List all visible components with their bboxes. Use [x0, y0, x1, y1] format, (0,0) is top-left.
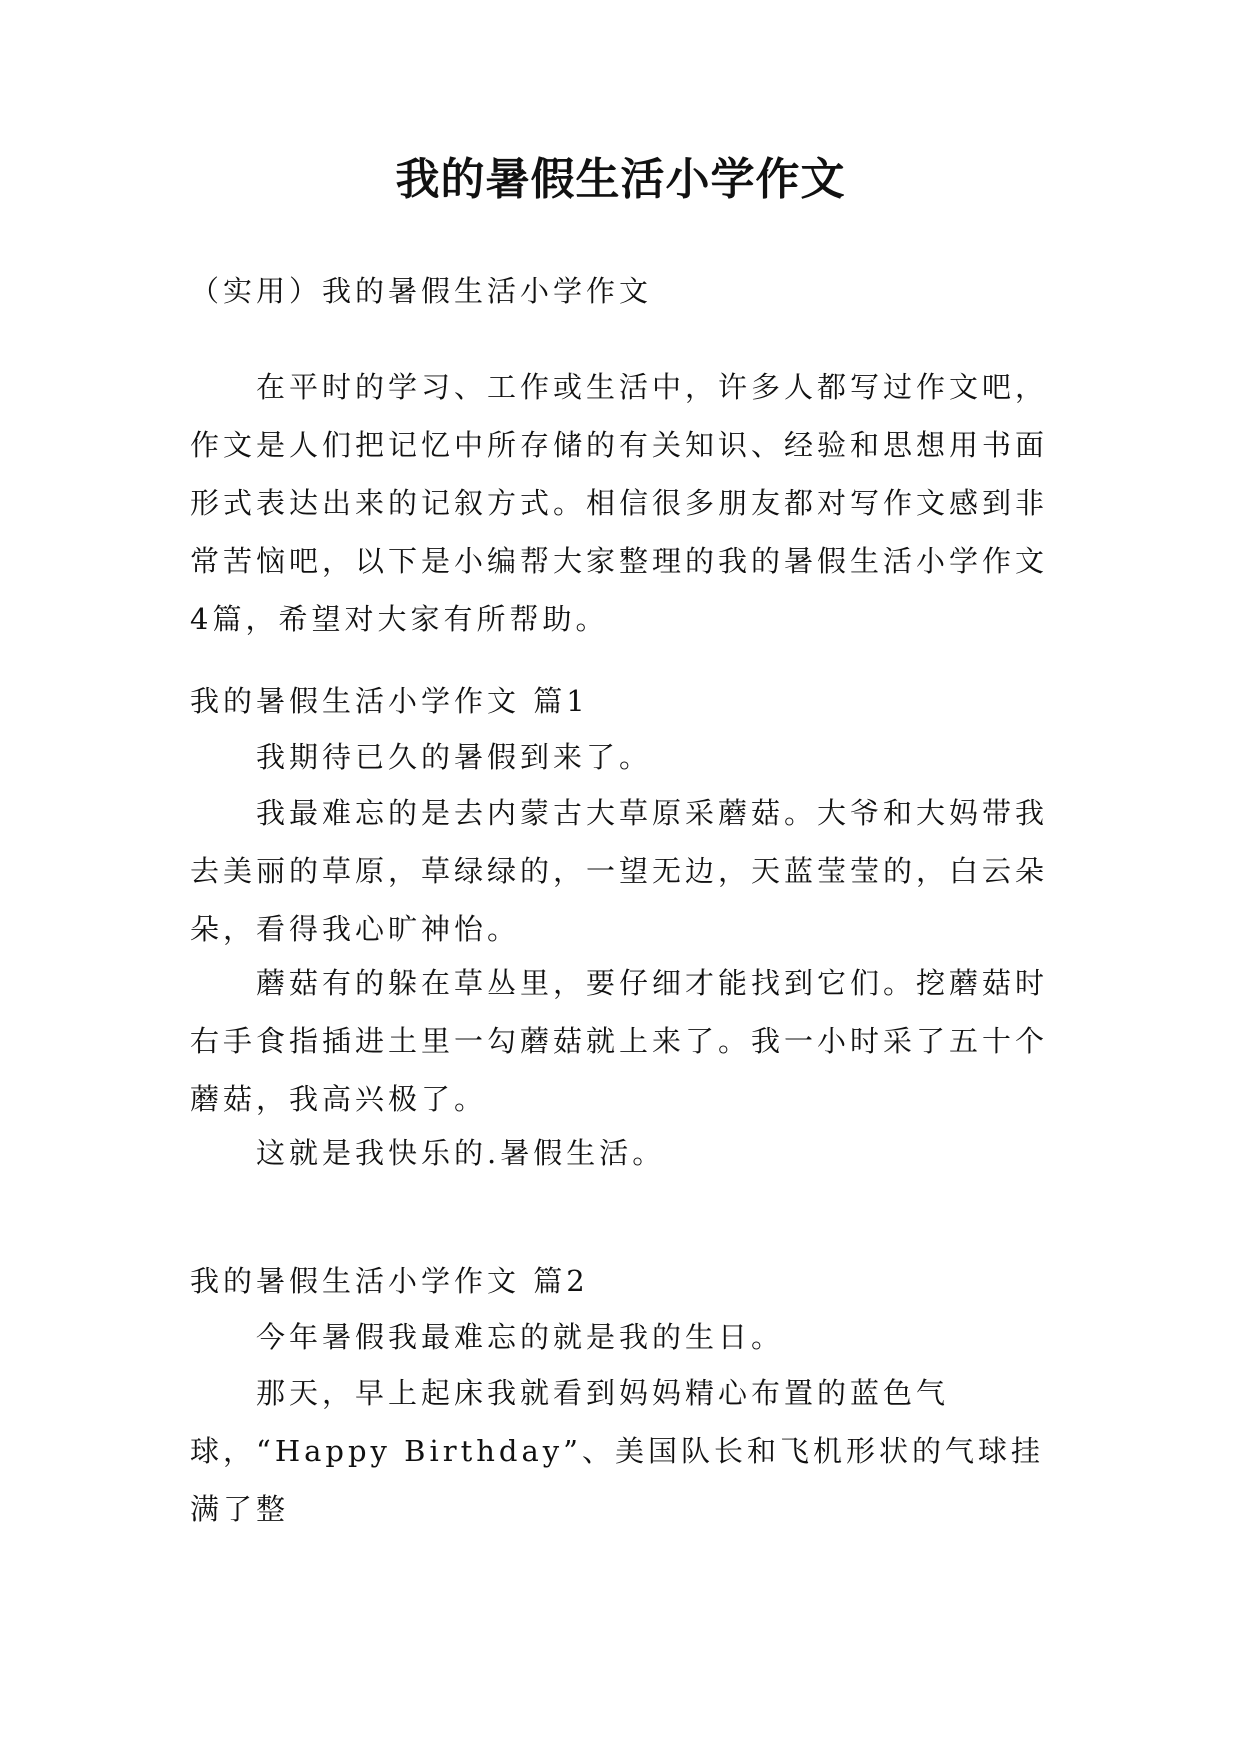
document-subtitle: （实用）我的暑假生活小学作文 — [190, 274, 653, 308]
section-heading-2: 我的暑假生活小学作文 篇2 — [190, 1264, 589, 1298]
section-heading-1: 我的暑假生活小学作文 篇1 — [190, 684, 589, 718]
section-1-paragraph-2: 我最难忘的是去内蒙古大草原采蘑菇。大爷和大妈带我去美丽的草原，草绿绿的，一望无边，天蓝莹莹的，白云朵朵，看得我心旷神怡。 — [190, 796, 1049, 946]
section-1-paragraph-1: 我期待已久的暑假到来了。 — [256, 740, 653, 774]
intro-paragraph: 在平时的学习、工作或生活中，许多人都写过作文吧，作文是人们把记忆中所存储的有关知识、经验和思想用书面形式表达出来的记叙方式。相信很多朋友都对写作文感到非常苦恼吧，以下是小编帮大家整理的我的暑假生活小学作文4篇，希望对大家有所帮助。 — [190, 370, 1049, 636]
section-2-paragraph-1: 今年暑假我最难忘的就是我的生日。 — [256, 1320, 785, 1354]
document-title: 我的暑假生活小学作文 — [395, 154, 846, 205]
section-2-paragraph-2: 那天，早上起床我就看到妈妈精心布置的蓝色气球，“Happy Birthday”、美国队长和飞机形状的气球挂满了整 — [190, 1376, 1044, 1526]
section-1-paragraph-4: 这就是我快乐的.暑假生活。 — [256, 1136, 666, 1170]
section-1-paragraph-3: 蘑菇有的躲在草丛里，要仔细才能找到它们。挖蘑菇时右手食指插进土里一勾蘑菇就上来了。我一小时采了五十个蘑菇，我高兴极了。 — [190, 966, 1049, 1116]
